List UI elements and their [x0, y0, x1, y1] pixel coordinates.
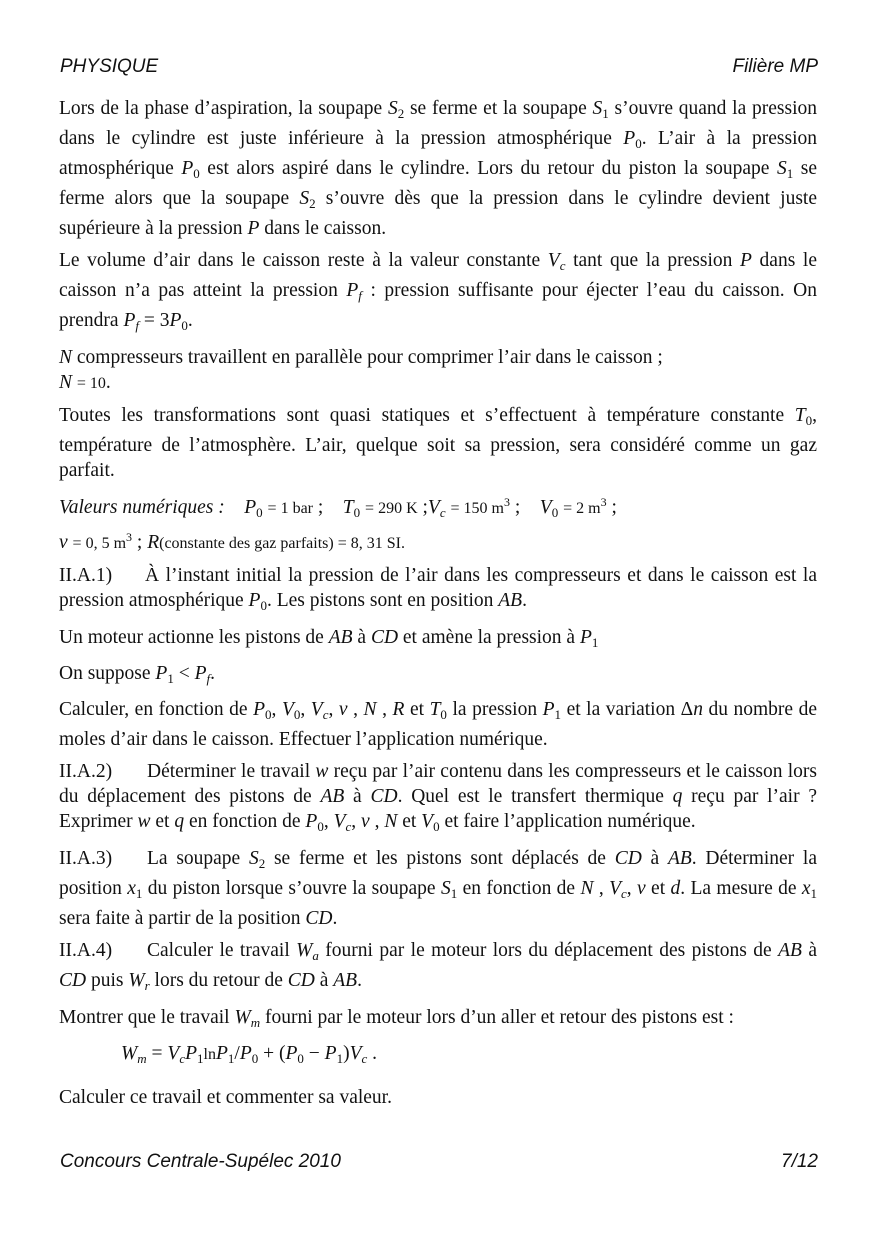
paragraph-motor: Un moteur actionne les pistons de AB à CD et amène la pression à $P_1$ [59, 627, 599, 650]
paragraph-calculate: Calculer, en fonction de $P_0$, $V_0$, $V_c$, v , N , R et $T_0$ la pression $P_1$ et la variation Δn du nombre de moles d’air dans le caisson. Effectuer l’application numérique. [59, 699, 818, 750]
paragraph-show-work: Montrer que le travail $W_m$ fourni par le moteur lors d’un aller et retour des pistons est : [59, 1007, 734, 1030]
page-footer [60, 1151, 818, 1173]
paragraph-hypothesis: On suppose $P_1 < P_f$. [59, 663, 216, 686]
body-text [59, 96, 817, 1117]
page-header [60, 56, 818, 78]
question-II-A-3: II.A.3) La soupape $S_2$ se ferme et les pistons sont déplacés de CD à AB. Déterminer la position $x_1$ du piston lorsque s’ouvre la soupape $S_1$ en fonction de N , $V_c$, v et d. La mesure de $x_1$ sera faite à partir de la position CD. [59, 848, 818, 929]
paragraph-compressors: N compresseurs travaillent en parallèle pour comprimer l’air dans le caisson ; N = 10. [59, 347, 663, 393]
work-formula: $W_m = V_cP_1\ln P_1/P_0 + (P_0 - P_1)V_c$ . [121, 1043, 378, 1066]
header-subject: PHYSIQUE [60, 56, 159, 77]
paragraph-comment: Calculer ce travail et commenter sa valeur. [59, 1087, 392, 1108]
paragraph-aspiration: Lors de la phase d’aspiration, la soupape $S_2$ se ferme et la soupape $S_1$ s’ouvre quand la pression dans le cylindre est juste inférieure à la pression atmosphérique $P_0$. L’air à la pression atmosphérique $P_0$ est alors aspiré dans le cylindre. Lors du retour du piston la soupape $S_1$ se ferme alors que la soupape $S_2$ s’ouvre dès que la pression dans le cylindre devient juste supérieure à la pression P dans le caisson. [59, 98, 818, 239]
paragraph-volume: Le volume d’air dans le caisson reste à la valeur constante $V_c$ tant que la pression P dans le caisson n’a pas atteint la pression $P_f$ : pression suffisante pour éjecter l’eau du caisson. On prendra $P_f = 3P_0$. [59, 250, 817, 333]
question-II-A-1: II.A.1) À l’instant initial la pression de l’air dans les compresseurs et dans le caisson est la pression atmosphérique $P_0$. Les pistons sont en position AB. [59, 565, 817, 613]
header-track: Filière MP [732, 56, 818, 77]
question-II-A-2: II.A.2) Déterminer le travail w reçu par l’air contenu dans les compresseurs et le caisson lors du déplacement des pistons de AB à CD. Quel est le transfert thermique q reçu par l’air ? Exprimer w et q en fonction de $P_0$, $V_c$, v , N et $V_0$ et faire l’application numérique. [59, 761, 818, 834]
page-number: 7/12 [781, 1151, 818, 1172]
footer-competition: Concours Centrale-Supélec 2010 [60, 1151, 341, 1172]
paragraph-transformations: Toutes les transformations sont quasi statiques et s’effectuent à température constante $T_0$, température de l’atmosphère. L’air, quelque soit sa pression, sera considéré comme un gaz parfait. [59, 405, 817, 481]
question-II-A-4: II.A.4) Calculer le travail $W_a$ fourni par le moteur lors du déplacement des pistons de AB à CD puis $W_r$ lors du retour de CD à AB. [59, 940, 817, 993]
numeric-values: Valeurs numériques : $P_0 = 1$ bar ; $T_0 = 290$ K $;V_c = 150$ $m^3$ ; $V_0 = 2$ $m^3$ ; v = 0, 5 $m^3$ ; R(constante des gaz parfaits) = 8, 31 SI. [59, 495, 617, 553]
